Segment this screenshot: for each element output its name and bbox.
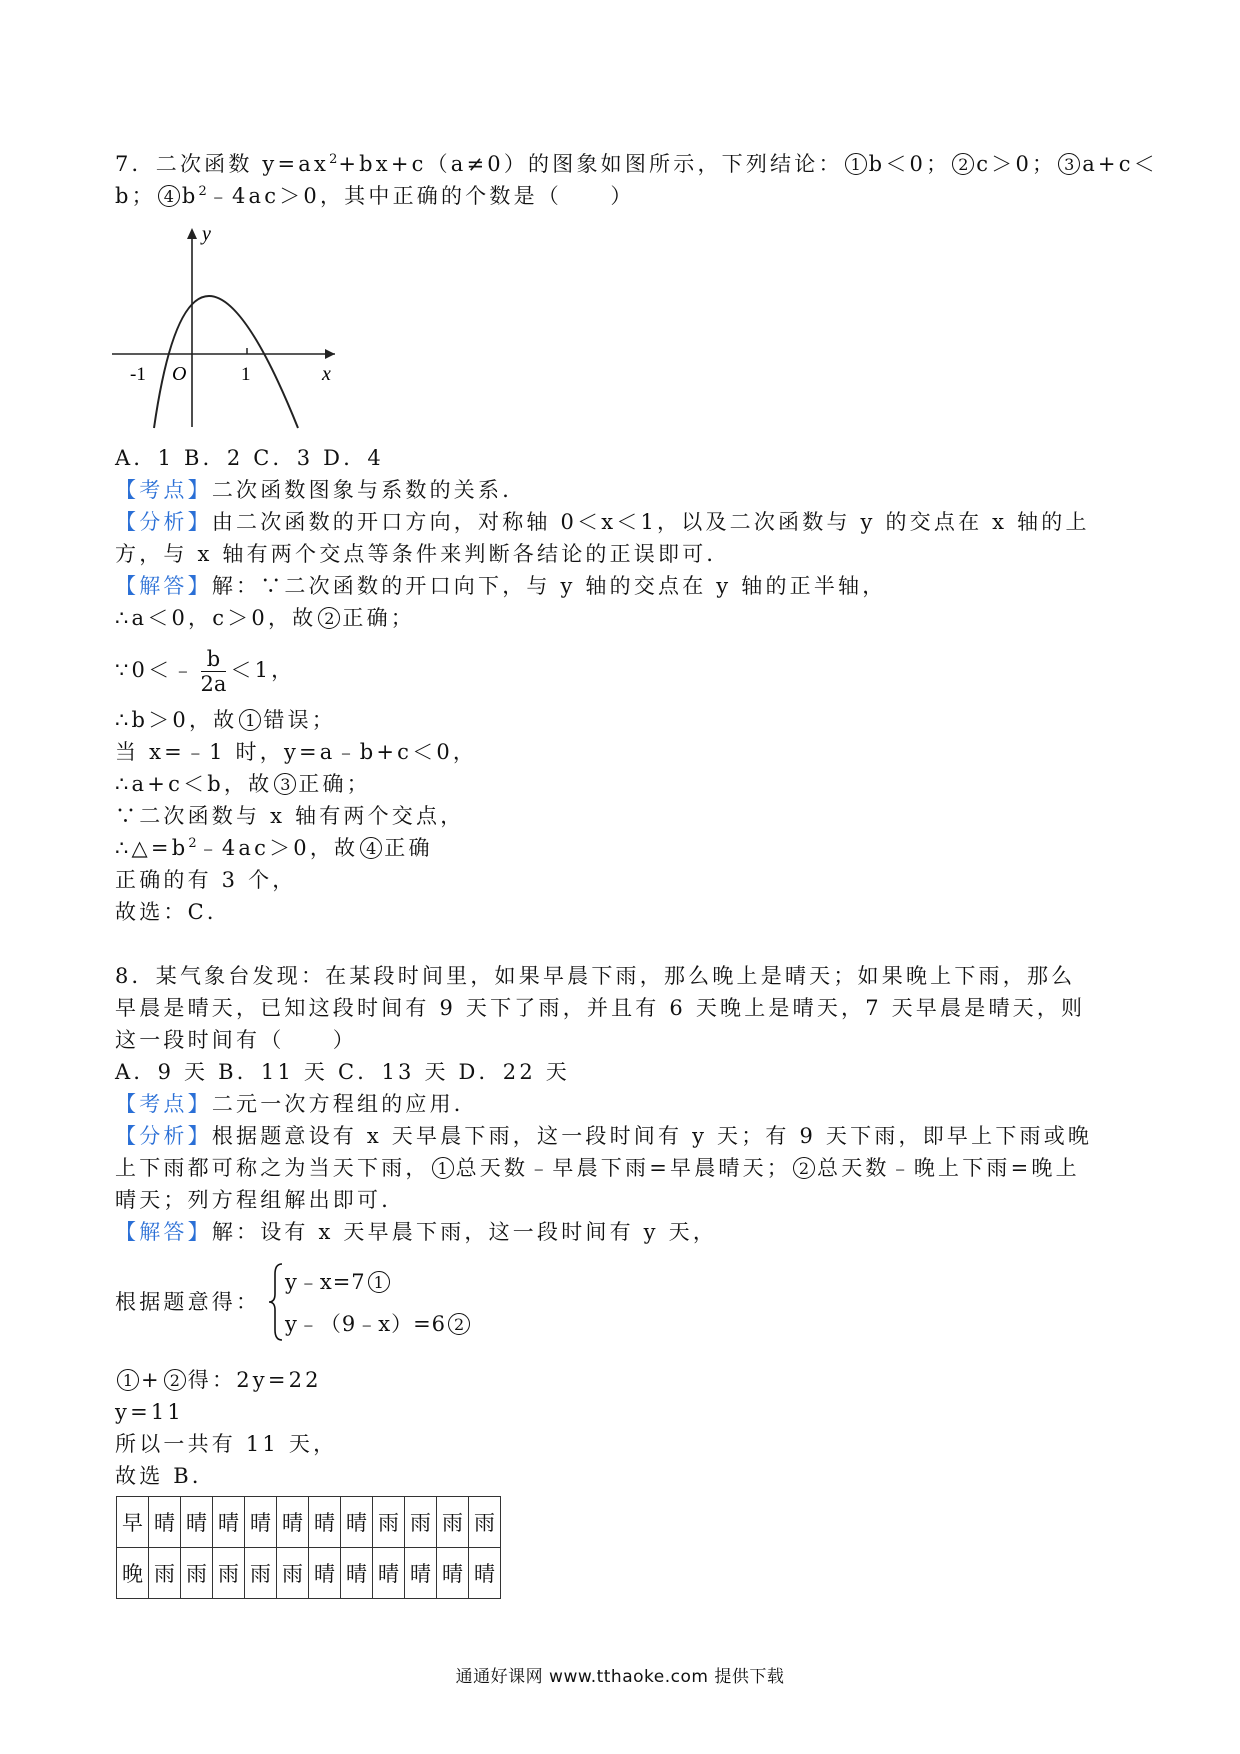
text: 错误； (263, 708, 336, 732)
q7-text: b (181, 184, 199, 208)
y-axis-label: y (202, 223, 211, 245)
fenxi-text: 根据题意设有 x 天早晨下雨，这一段时间有 y 天；有 9 天下雨，即早上下雨或晚 (211, 1124, 1093, 1148)
fenxi-text: 由二次函数的开口方向，对称轴 0＜x＜1，以及二次函数与 y 的交点在 x 轴的上 (211, 510, 1090, 534)
circled-number: 1 (117, 1369, 139, 1391)
circled-number: 2 (952, 153, 974, 175)
q8-fenxi-2 (115, 1154, 1080, 1182)
superscript: 2 (198, 184, 208, 199)
q8-y-value: y=11 (115, 1400, 184, 1424)
q8-add-line (115, 1366, 322, 1394)
parabola-curve (154, 296, 298, 428)
q7-fenxi-1 (115, 508, 1090, 536)
table-cell: 晴 (405, 1548, 437, 1599)
q7-text: ﹣4ac＞0，其中正确的个数是（ ） (207, 184, 635, 208)
circled-number: 2 (318, 607, 340, 629)
text: ﹣4ac＞0，故 (197, 836, 359, 860)
neg1-label: -1 (130, 364, 146, 385)
jieda-text: 解：∵二次函数的开口向下，与 y 轴的交点在 y 轴的正半轴， (211, 574, 887, 598)
jieda-tag: 【解答】 (115, 1220, 212, 1244)
circled-number: 3 (1058, 153, 1080, 175)
text: 正确 (384, 836, 433, 860)
circled-number: 1 (432, 1157, 454, 1179)
q8-system-label: 根据题意得： (115, 1290, 261, 1314)
table-cell: 晴 (149, 1497, 181, 1548)
q8-jieda-1 (115, 1218, 717, 1246)
table-cell: 雨 (277, 1548, 309, 1599)
circled-number: 1 (368, 1271, 390, 1293)
superscript: 2 (329, 152, 339, 167)
table-cell: 雨 (245, 1548, 277, 1599)
table-cell: 雨 (469, 1497, 501, 1548)
kaodian-text: 二次函数图象与系数的关系． (211, 478, 527, 502)
table-cell: 晴 (437, 1548, 469, 1599)
q8-fenxi-1 (115, 1122, 1092, 1150)
x-axis-arrow (325, 349, 335, 359)
circled-number: 2 (793, 1157, 815, 1179)
fraction-numerator: b (201, 647, 227, 672)
q7-fenxi-2: 方，与 x 轴有两个交点等条件来判断各结论的正误即可． (115, 542, 731, 566)
table-cell: 雨 (149, 1548, 181, 1599)
q7-text: +bx+c（a≠0）的图象如图所示，下列结论： (338, 152, 843, 176)
table-cell: 晴 (341, 1497, 373, 1548)
q8-choose: 故选 B． (115, 1464, 217, 1488)
q7-text: 7．二次函数 y=ax (115, 152, 330, 176)
text: 上下雨都可称之为当天下雨， (115, 1156, 430, 1180)
q7-kaodian (115, 476, 526, 504)
text: ∴△=b (115, 836, 189, 860)
q7-line-b (115, 706, 336, 734)
superscript: 2 (188, 836, 198, 851)
kaodian-tag: 【考点】 (115, 478, 212, 502)
table-cell: 晴 (309, 1548, 341, 1599)
table-cell: 雨 (437, 1497, 469, 1548)
y-axis-arrow (187, 228, 197, 239)
table-row-morning (117, 1497, 501, 1548)
text: ∴a＜0，c＞0，故 (115, 606, 317, 630)
table-cell: 晴 (469, 1548, 501, 1599)
fraction-denominator: 2a (200, 672, 227, 696)
q7-jieda-1 (115, 572, 886, 600)
circled-number: 1 (239, 709, 261, 731)
table-cell: 晴 (341, 1548, 373, 1599)
equation-text: y﹣（9﹣x）=6 (285, 1312, 447, 1336)
circled-number: 2 (448, 1313, 470, 1335)
kaodian-tag: 【考点】 (115, 1092, 212, 1116)
text: ＜1， (230, 658, 296, 682)
table-cell: 雨 (181, 1548, 213, 1599)
text: 正确； (342, 606, 415, 630)
table-cell: 晴 (181, 1497, 213, 1548)
q8-total: 所以一共有 11 天， (115, 1432, 338, 1456)
equation-text: y﹣x=7 (285, 1270, 366, 1294)
equation-2 (285, 1308, 472, 1338)
fraction (201, 647, 227, 696)
q7-line2 (115, 182, 635, 210)
q8-line3: 这一段时间有（ ） (115, 1028, 357, 1052)
q8-line2: 早晨是晴天，已知这段时间有 9 天下了雨，并且有 6 天晚上是晴天，7 天早晨是晴天，则 (115, 996, 1086, 1020)
jieda-text: 解：设有 x 天早晨下雨，这一段时间有 y 天， (211, 1220, 718, 1244)
equation-1 (285, 1266, 392, 1296)
circled-number: 4 (158, 185, 180, 207)
q8-kaodian (115, 1090, 478, 1118)
q7-line-apc (115, 770, 371, 798)
table-cell: 晴 (309, 1497, 341, 1548)
text: ∴b＞0，故 (115, 708, 238, 732)
table-cell: 晴 (277, 1497, 309, 1548)
origin-label: O (172, 363, 187, 385)
q8-line1: 8．某气象台发现：在某段时间里，如果早晨下雨，那么晚上是晴天；如果晚上下雨，那么 (115, 964, 1076, 988)
q7-line-fraction (115, 644, 295, 696)
table-cell: 晚 (117, 1548, 149, 1599)
table-cell: 晴 (213, 1497, 245, 1548)
page-footer: 通通好课网 www.tthaoke.com 提供下载 (455, 1667, 785, 1687)
table-row-evening (117, 1548, 501, 1599)
jieda-tag: 【解答】 (115, 574, 212, 598)
circled-number: 2 (164, 1369, 186, 1391)
q8-options: A．9 天 B．11 天 C．13 天 D．22 天 (115, 1060, 570, 1084)
q7-options: A．1 B．2 C．3 D．4 (115, 446, 384, 470)
q7-line-ac (115, 604, 415, 632)
fenxi-tag: 【分析】 (115, 1124, 212, 1148)
parabola-graph (110, 222, 340, 432)
table-cell: 雨 (373, 1497, 405, 1548)
text: 得：2y=22 (187, 1368, 322, 1392)
system-brace (268, 1262, 284, 1342)
table-cell: 雨 (405, 1497, 437, 1548)
table-cell: 早 (117, 1497, 149, 1548)
q7-line-choose: 故选：C． (115, 900, 232, 924)
fenxi-tag: 【分析】 (115, 510, 212, 534)
kaodian-text: 二元一次方程组的应用． (211, 1092, 479, 1116)
circled-number: 1 (845, 153, 867, 175)
text: ∴a+c＜b，故 (115, 772, 273, 796)
table-cell: 晴 (245, 1497, 277, 1548)
text: 总天数﹣晚上下雨=晚上 (817, 1156, 1080, 1180)
q7-line-count: 正确的有 3 个， (115, 868, 297, 892)
circled-number: 3 (274, 773, 296, 795)
text: 正确； (298, 772, 371, 796)
table-cell: 晴 (373, 1548, 405, 1599)
x-axis-label: x (322, 363, 331, 385)
text: ∵0＜﹣ (115, 658, 197, 682)
q8-fenxi-3: 晴天；列方程组解出即可． (115, 1188, 406, 1212)
q7-line-x: 当 x=﹣1 时，y=a﹣b+c＜0， (115, 740, 478, 764)
q7-line1 (115, 150, 1158, 178)
statement: c＞0； (976, 152, 1057, 176)
statement: b＜0； (868, 152, 951, 176)
one-label: 1 (241, 364, 251, 385)
text: + (141, 1368, 162, 1392)
statement: a+c＜ (1082, 152, 1158, 176)
weather-table (116, 1496, 501, 1599)
table-cell: 雨 (213, 1548, 245, 1599)
q7-line-two: ∵二次函数与 x 轴有两个交点， (115, 804, 465, 828)
q7-line-delta (115, 834, 433, 862)
q7-text: b； (115, 184, 156, 208)
circled-number: 4 (360, 837, 382, 859)
text: 总天数﹣早晨下雨=早晨晴天； (455, 1156, 792, 1180)
